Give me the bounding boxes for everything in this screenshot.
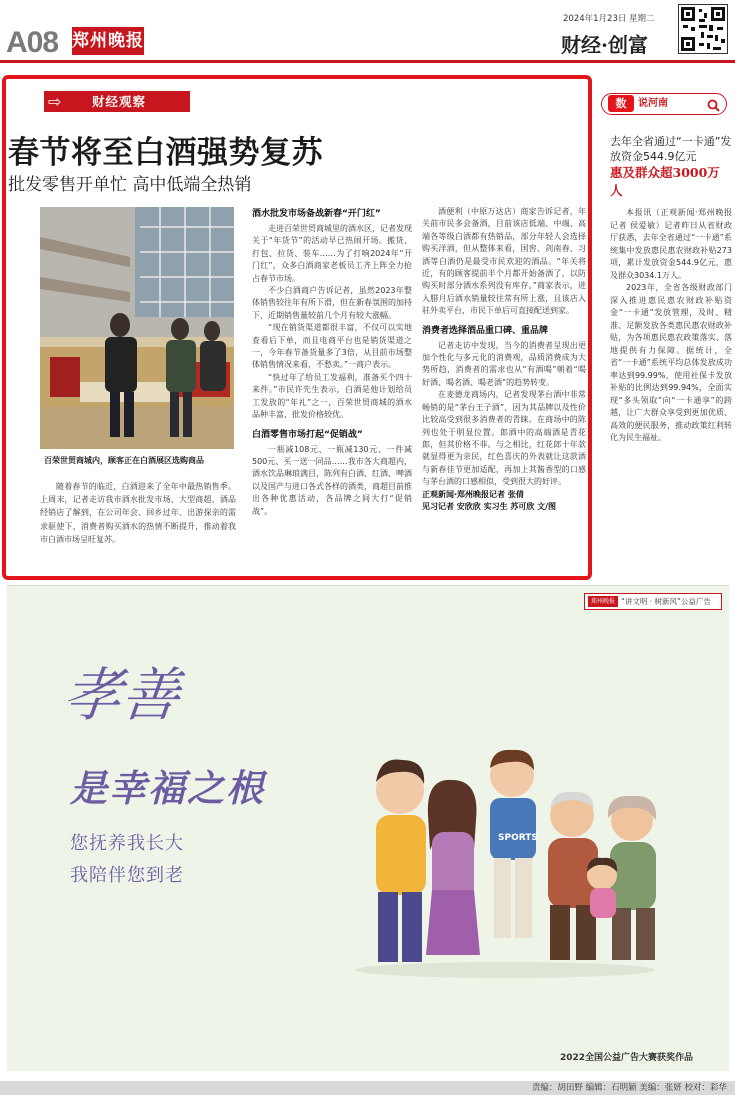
section-heading: 酒水批发市场备战新春“开门红”: [252, 209, 381, 219]
brand-label: 说河南: [638, 98, 668, 109]
reporter-byline: 正观新闻·郑州晚报记者 张倩: [422, 489, 524, 499]
paragraph: 一瓶减108元、一瓶减130元、一件减500元、买一送一同品……我市各大商超内，酒水饮品琳琅满目，陈列有白酒、红酒、啤酒以及国产与进口各式各样的酒类，商超目前推出各种优惠活动，各品牌之间大打“促销战”。: [252, 444, 412, 516]
article-lead: 随着春节的临近，白酒迎来了全年中最热销售季。上周末，记者走访我市酒水批发市场、大型商超、酒品经销店了解到，在公司年会、回乡过年、出游探亲的需求驱使下，消费者购买酒水的热情不断提升，推动着我市白酒市场呈旺复苏。: [40, 482, 236, 544]
ad-slogan-line-1: 您抚养我长大: [70, 833, 184, 854]
issue-date: 2024年1月23日 星期二: [563, 14, 655, 24]
paragraph: 2023年，全省各级财政部门深入推进惠民惠农财政补贴资金“一卡通”发放管理，及时、精准、足额发放各类惠民惠农财政补贴，为各项惠民惠农政策落实、落地提供有力保障。据统计，全省“一卡通”系统平均总体发放成功率达到99.99%，使用社保卡发放补贴的比例达到99.94%，全面实现“多头领取”向“一卡通享”的跨越，让广大群众享受到更加优质、高效的便民服务，推动政策红利转化为民生福祉。: [610, 283, 732, 442]
brand-badge: 数: [608, 95, 634, 112]
paragraph: 在麦德龙商场内，记者发现茅台酒中非常畅销的是“茅台王子酒”，因为其品牌以及性价比较高受到很多消费者的青睐。在商场中的陈列也处于明显位置。郎酒中的高端酒是青花郎，但其价格不菲。与之相比，红花郎十年款就显得更为亲民，红色喜庆的外表就让这款酒与新春佳节更加适配，再加上其酱香型的口感与茅台酒的口感相似，受到很大的好评。: [422, 390, 586, 487]
ad-tag-label: “讲文明 · 树新风”公益广告: [621, 597, 711, 606]
paragraph: 本报讯（正观新闻·郑州晚报记者 侯爱敏）记者昨日从省财政厅获悉，去年全省通过“一卡通”系统集中发放惠民惠农财政补贴273项，累计发放资金544.9亿元，惠及群众3034.1万人。: [610, 208, 732, 280]
contributors-byline: 见习记者 安欣欣 实习生 苏可欣 文/图: [422, 501, 557, 511]
ad-title: 孝善: [59, 661, 184, 729]
section-heading: 白酒零售市场打起“促销战”: [252, 429, 363, 440]
family-illustration: [340, 720, 670, 980]
article-column-2: [252, 206, 412, 518]
news-brief-body: [610, 207, 732, 445]
page-number: A08: [6, 26, 59, 59]
paragraph: 记者走访中发现，当今的消费者呈现出更加个性化与多元化的消费观，品质消费成为大势所趋，消费者的需求也从“有酒喝”朝着“喝好酒、喝名酒、喝老酒”的趋势转变。: [422, 340, 586, 387]
section-title: 财经·创富: [561, 33, 648, 57]
ad-tag-logo: 郑州晚报: [588, 596, 618, 607]
news-brief-subtitle: 惠及群众超3000万人: [610, 165, 720, 198]
news-brief-title: 去年全省通过“一卡通”发放资金544.9亿元: [610, 135, 732, 163]
paragraph: “快过年了给员工发福利，准备买个四十来件。”市民许先生表示，白酒是他计划给员工发放的“年礼”之一，百荣世贸商城的酒水品种丰富，批发价格较优。: [252, 372, 412, 420]
ad-slogan-line-2: 我陪伴您到老: [70, 865, 184, 886]
article-photo: [40, 207, 234, 449]
arrow-icon: ⇨: [48, 92, 62, 111]
editorial-credits: 责编：胡田野 编辑：石明颖 美编：张妍 校对：彩华: [531, 1083, 727, 1093]
paragraph: 不少白酒商户告诉记者，虽然2023年整体销售较往年有所下滑，但在新春氛围的加持下，近期销售量较前几个月有较大涨幅。: [252, 286, 412, 320]
ad-credit: 2022全国公益广告大赛获奖作品: [560, 1053, 694, 1063]
article-subheadline: 批发零售开单忙 高中低端全热销: [8, 175, 252, 195]
news-brief-headline: [610, 134, 732, 200]
header-divider: [0, 60, 735, 63]
article-headline: 春节将至白酒强势复苏: [8, 135, 323, 171]
photo-caption: 百荣世贸商城内，顾客正在白酒展区选购商品: [44, 456, 204, 465]
shuo-henan-brand: [601, 93, 727, 115]
newspaper-logo: 郑州晚报: [72, 27, 144, 55]
column-tag-label: 财经观察: [92, 94, 147, 109]
paragraph: “现在销货渠道都很丰富，不仅可以实地查看后下单，而且电商平台也是销货渠道之一，今年春节备货量多了3倍，从目前市场整体销售情况来看，不愁卖。”一商户表示。: [252, 323, 412, 370]
ad-tag: [584, 593, 722, 610]
section-heading: 消费者选择酒品重口碑、重品牌: [422, 325, 549, 336]
footer-bar: [0, 1081, 735, 1095]
ad-subtitle: 是幸福之根: [70, 767, 265, 810]
qr-code-icon: [678, 4, 728, 54]
search-icon: [707, 97, 720, 110]
article-column-3: [422, 206, 586, 513]
paragraph: 酒便利（中原万达店）商家告诉记者，年关前市民多会备酒，目前该店低端、中端、高端各等级白酒都有热销品，部分年轻人会选择购买洋酒，但从整体来看，国窖、剑南春、习酒等白酒仍是最受市民欢迎的酒品。“年关将近，有的顾客提前半个月都开始备酒了，以防购买时部分酒水系列没有库存。”商家表示，进入腊月后酒水销量较往常有所上涨，且该店入驻外卖平台，市民下单后可直接配送到家。: [422, 207, 586, 316]
jersey-text: SPORTS: [498, 833, 538, 843]
paragraph: 走进百荣世贸商城里的酒水区，记者发现关于“年货节”的活动早已热闹开场。搬货、打包、拉货、装车……为了打响2024年“开门红”，众多白酒商家老板员工齐上阵全力抢占春节市场。: [252, 224, 412, 283]
column-tag-banner: [44, 91, 190, 112]
